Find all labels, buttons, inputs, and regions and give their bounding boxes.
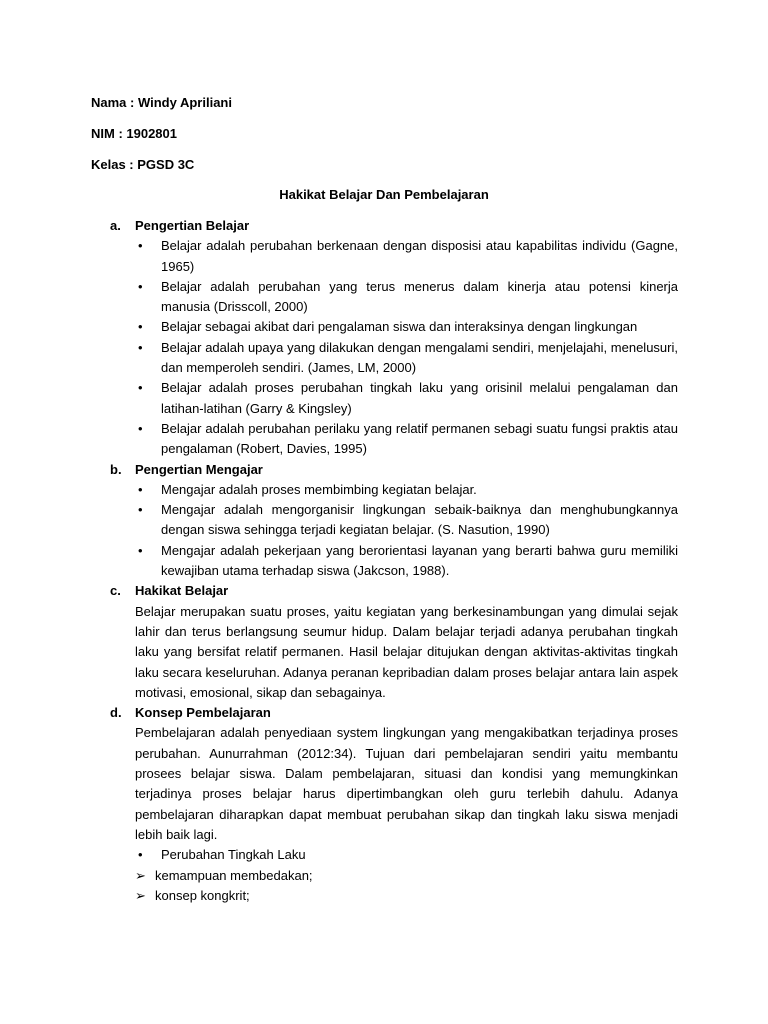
section-d-heading	[110, 703, 678, 723]
bullet-icon: •	[138, 380, 143, 396]
document-title: Hakikat Belajar Dan Pembelajaran	[279, 187, 489, 202]
section-letter: b.	[110, 461, 122, 477]
list-item: • Belajar adalah upaya yang dilakukan dengan mengalami sendiri, menjelajahi, menelusuri, dan memperoleh sendiri. (James, LM, 2000)	[138, 339, 678, 376]
document-body	[110, 216, 678, 906]
bullet-icon: •	[138, 502, 143, 518]
list-item: • Belajar adalah perubahan yang terus menerus dalam kinerja atau potensi kinerja manusia (Drisscoll, 2000)	[138, 278, 678, 315]
section-a-heading	[110, 216, 678, 236]
section-d-sublist	[110, 866, 678, 907]
bullet-icon: •	[138, 481, 143, 497]
section-b-heading	[110, 460, 678, 480]
list-item: • Mengajar adalah mengorganisir lingkungan sebaik-baiknya dan menghubungkannya dengan siswa sehingga terjadi kegiatan belajar. (S. Nasution, 1990)	[138, 502, 678, 538]
section-letter: c.	[110, 583, 121, 599]
section-title: Pengertian Belajar	[135, 218, 250, 233]
list-item: • Perubahan Tingkah Laku	[135, 845, 678, 865]
bullet-icon: •	[138, 339, 143, 355]
bullet-icon: •	[138, 420, 143, 436]
bullet-icon: •	[138, 847, 143, 863]
section-d-paragraph: Pembelajaran adalah penyediaan system lingkungan yang mengakibatkan terjadinya proses perubahan. Aunurrahman (2012:34). Tujuan dari pembelajaran sendiri yaitu membantu prosees belajar siswa. Dalam pembelajaran, situasi dan kondisi yang memungkinkan terjadinya proses belajar harus dipertimbangkan oleh guru terlebih dahulu. Adanya pembelajaran diharapkan dapat membuat perubahan sikap dan tingkah laku siswa menjadi lebih baik lagi.	[135, 725, 678, 842]
list-item: • Mengajar adalah pekerjaan yang berorientasi layanan yang berarti bahwa guru memiliki kewajiban utama terhadap siswa (Jakcson, 1988).	[138, 542, 678, 579]
section-title: Hakikat Belajar	[135, 583, 229, 599]
sub-list-item: ➢ konsep kongkrit;	[135, 886, 678, 906]
arrow-bullet-icon: ➢	[135, 887, 146, 903]
section-letter: a.	[110, 218, 121, 233]
bullet-icon: •	[138, 278, 143, 294]
section-title: Pengertian Mengajar	[135, 461, 263, 477]
section-a-list	[110, 236, 678, 459]
bullet-icon: •	[138, 542, 143, 558]
nim-line: NIM : 1902801	[91, 126, 177, 141]
section-letter: d.	[110, 705, 122, 721]
kelas-line: Kelas : PGSD 3C	[91, 157, 195, 172]
name-line: Nama : Windy Apriliani	[91, 95, 232, 110]
list-item: • Belajar sebagai akibat dari pengalaman siswa dan interaksinya dengan lingkungan	[135, 317, 678, 337]
bullet-icon: •	[138, 238, 143, 254]
bullet-icon: •	[138, 319, 143, 335]
section-d-list	[110, 845, 678, 865]
list-item: • Mengajar adalah proses membimbing kegiatan belajar.	[135, 480, 678, 500]
section-c-heading	[110, 581, 678, 601]
section-title: Konsep Pembelajaran	[135, 705, 271, 721]
section-b-list	[110, 480, 678, 581]
arrow-bullet-icon: ➢	[135, 867, 146, 883]
list-item: • Belajar adalah proses perubahan tingkah laku yang orisinil melalui pengalaman dan latihan-latihan (Garry & Kingsley)	[138, 380, 678, 416]
list-item: • Belajar adalah perubahan perilaku yang relatif permanen sebagi suatu fungsi praktis atau pengalaman (Robert, Davies, 1995)	[138, 420, 678, 457]
list-item: • Belajar adalah perubahan berkenaan dengan disposisi atau kapabilitas individu (Gagne, 1965)	[138, 238, 678, 274]
sub-list-item: ➢ kemampuan membedakan;	[135, 866, 678, 886]
section-c-paragraph: Belajar merupakan suatu proses, yaitu kegiatan yang berkesinambungan yang dimulai sejak lahir dan terus berlangsung seumur hidup. Dalam belajar terjadi adanya perubahan tingkah laku yang bersifat relatif permanen. Hasil belajar ditujukan dengan aktivitas-aktivitas tingkah laku secara keseluruhan. Adanya peranan kepribadian dalam proses belajar antara lain aspek motivasi, emosional, sikap dan sebagainya.	[135, 603, 678, 700]
